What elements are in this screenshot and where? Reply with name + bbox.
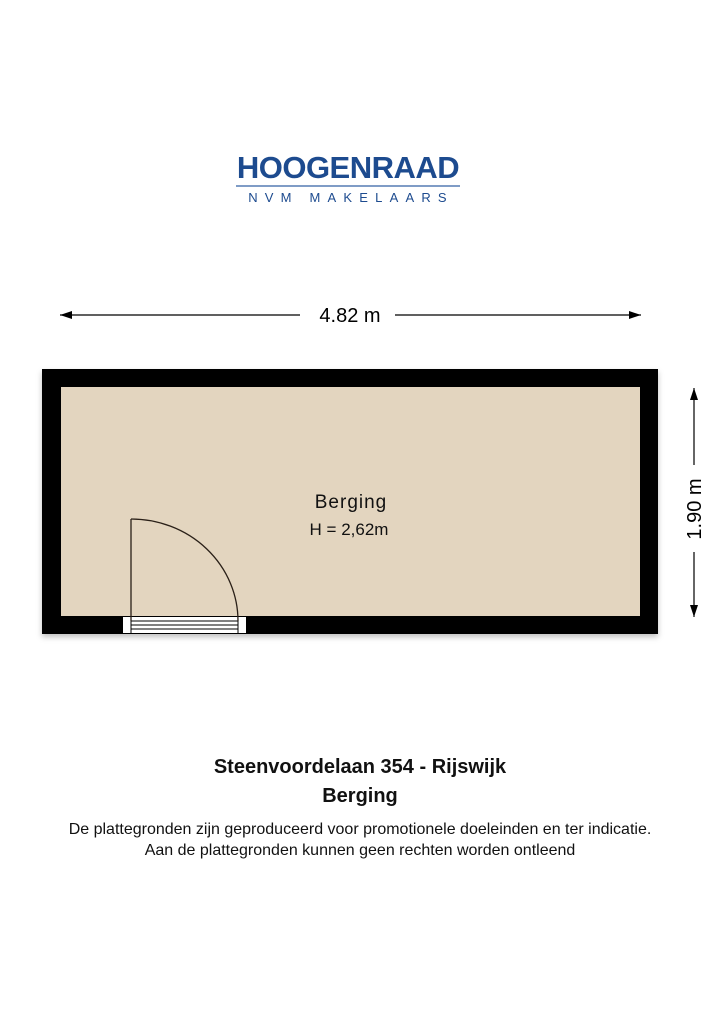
- width-label: 4.82 m: [319, 305, 381, 327]
- floor-title: Berging: [322, 785, 398, 807]
- room-height: H = 2,62m: [309, 520, 389, 539]
- room-name: Berging: [314, 492, 388, 513]
- address-title: Steenvoordelaan 354 - Rijswijk: [213, 756, 507, 778]
- disclaimer-line-2: Aan de plattegronden kunnen geen rechten worden ontleend: [144, 842, 576, 859]
- disclaimer-line-1: De plattegronden zijn geproduceerd voor promotionele doeleinden en ter indicatie.: [68, 821, 652, 838]
- logo-tagline: NVM MAKELAARS: [248, 190, 454, 205]
- logo-name: HOOGENRAAD: [236, 150, 460, 185]
- depth-label: 1.90 m: [684, 478, 706, 540]
